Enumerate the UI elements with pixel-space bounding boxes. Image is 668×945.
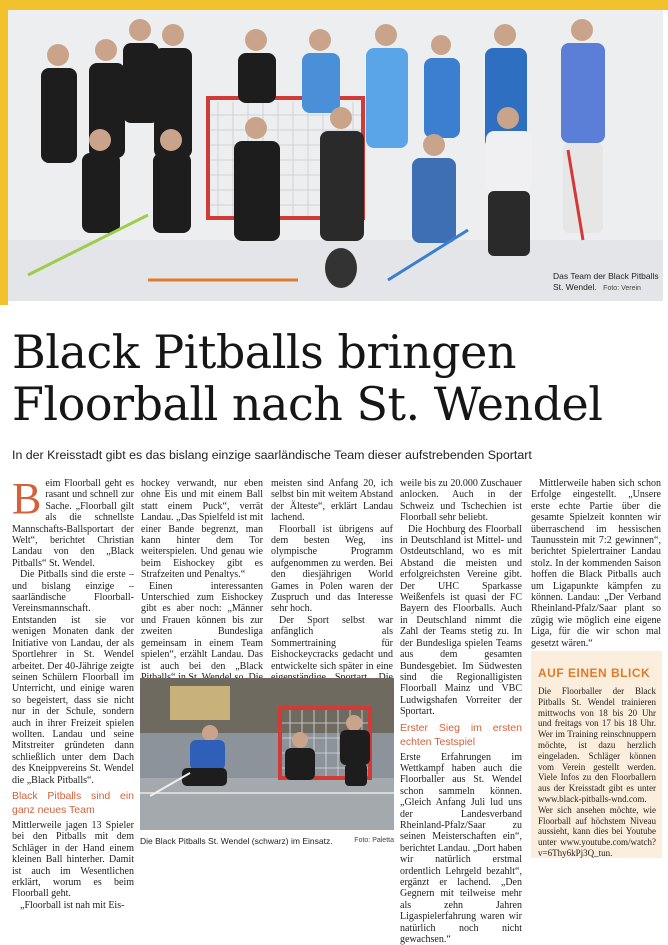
game-photo-credit: Foto: Paletta [354,837,394,844]
team-photo-caption [553,271,663,294]
paragraph: Der Sport selbst war anfänglich als Sommertraining für Eishockeycracks gedacht und entwickelte sich später in eine [271,614,393,672]
team-photo [8,10,663,301]
headline: Black Pitballs bringen Floorball nach St. Wendel [12,325,603,431]
paragraph: Mittlerweile haben sich schon Erfolge eingestellt. „Unsere erste echte Partie über die gesamte Spielzeit konnten wir überraschend im hessischen Taunusstein mit 7:2 gewinnen“, berichtet Spielertrainer Landau stolz. In der kommenden Saison hoffen die Black Pitballs auch um Ligapunkte kämpfen zu können. Landau: „Der Verband Rheinland-Pfalz/Saar plant so zügig wie möglich eine eigene Liga, für die wir schon mal gesetzt wären.“ [531,478,661,649]
paragraph: weile bis zu 20.000 Zuschauer anlocken. Auch in der Schweiz und Tschechien ist Floorball sehr beliebt. [400,478,522,524]
paragraph: Mittlerweile jagen 13 Spieler bei den Pitballs mit dem Schläger in der Hand einem kleinen Ball hinterher. Damit ist auch im Wesentlichen erklärt, worum es beim Floorball geht. [12,819,134,900]
team-photo-illustration [8,10,663,301]
paragraph: Erste Erfahrungen im Wettkampf haben auch die Floorballer aus St. Wendel schon sammeln können. „Gleich Anfang Juli lud uns der Landesverband Rheinland-Pfalz/Saar zu seinen Meisterschaften ein“, berichtet Landau. „Dort haben wir natürlich erstmal ordentlich Lehrgeld bezahlt“, ergänzt er lachend. „Den Gegnern mit teilweise mehr als zehn Jahren Ligaspielerfahrung waren wir natürlich noch nicht gewachsen.“ [400,751,522,945]
paragraph: meisten sind Anfang 20, ich selbst bin mit weitem Abstand der Älteste“, erklärt Landau lachend. [271,478,393,524]
article-column-4 [400,478,522,945]
left-accent-bar [0,0,8,305]
paragraph: Floorball ist übrigens auf dem besten Weg, ins olympische Programm aufgenommen zu werden. Bei den diesjährigen World Games in Polen waren der Zuspruch und das Interesse sehr hoch. [271,523,393,615]
game-photo [140,678,394,830]
info-box-title: AUF EINEN BLICK [538,666,651,680]
game-photo-caption-text: Die Black Pitballs St. Wendel (schwarz) im Einsatz. [140,836,333,846]
article-column-5 [531,478,661,662]
game-photo-caption [140,836,394,846]
paragraph: Die Pitballs sind die erste – und bislang einzige – saarländische Floorball-Vereinsmannschaft. Entstanden ist sie vor wenigen Monaten dank der Initiative von Landau, der als Sportlehrer in St. Wendel arbeitet. Der 40-Jährige zeigte seinen Schülern Floorball im Unterricht, und einige waren so begeistert, dass sie nicht nur in der Schule, sondern auch in ihrer Freizeit spielen wollten. Landau und seine Mitstreiter gründeten dann schließlich unter dem Dach des Kneippvereins St. Wendel die „Black Pitballs“. [12,569,134,786]
game-photo-illustration [140,678,394,830]
paragraph: Einen interessanten Unterschied zum Eishockey gibt es aber noch: „Männer und Frauen können bis zur zweiten Bundesliga gemeinsam in einem Team spielen“, erzählt Landau. Das ist auch bei den „Black [141,580,263,672]
article-column-1 [12,474,134,911]
team-photo-caption-text: Das Team der Black Pitballs St. Wendel. [553,271,659,292]
drop-cap: B [12,474,42,523]
info-box [531,651,662,858]
paragraph: hockey verwandt, nur eben ohne Eis und mit einem Ball statt einem Puck“, verrät Landau. „Das Spielfeld ist mit einer Bande begrenzt, man kann hinter dem Tor weiterspielen. Und genau wie beim Eishockey gibt es Strafzeiten und Penaltys.“ [141,478,263,581]
subheading: Black Pitballs sind ein ganz neues Team [12,789,134,816]
top-accent-bar [0,0,668,10]
paragraph: eim Floorball geht es rasant und schnell zur Sache. „Floorball gilt als die schnellste Mannschafts-Ballsportart der Welt“, berichtet Christian Landau von den „Black Pitballs“ St. Wendel. [12,478,134,569]
paragraph: Die Hochburg des Floorball in Deutschland ist Mittel- und Ostdeutschland, wo es mit Abstand die meisten und erfolgreichsten Vereine gibt. Der UHC Sparkasse Weißenfels ist quasi der FC Bayern des Floorballs. Auch in Deutschland nimmt die Zahl der Teams stetig zu. In der Bundesliga spielen Teams aus dem gesamten Bundesgebiet. Im Südwesten sind die Regionalligisten Floorball Mainz und VBC Ludwigshafen Vorreiter der Sportart. [400,523,522,718]
paragraph: „Floorball ist nah mit Eis- [20,899,125,911]
subtitle: In der Kreisstadt gibt es das bislang einzige saarländische Team dieser aufstrebenden Sportart [12,448,532,462]
team-photo-credit: Foto: Verein [603,285,641,292]
info-box-text: Die Floorballer der Black Pitballs St. Wendel trainieren mittwochs von 18 bis 20 Uhr und freitags von 17 bis 18 Uhr. Wer im Training reinschnuppern möchte, ist dazu herzlich eingeladen. Schläger können vom Verein gestellt werden. Viele Infos zu den Floorballern aus der Kreisstadt gibt es unter www.black-pitballs-wnd.com. Wer sich ansehen möchte, wie Floorball auf höchstem Niveau aussieht, kann dies bei Youtube unter www.youtube.com/watch?v=6Thy6kPj3Q_tun. [538,686,656,858]
subheading: Erster Sieg im ersten echten Testspiel [400,721,522,748]
